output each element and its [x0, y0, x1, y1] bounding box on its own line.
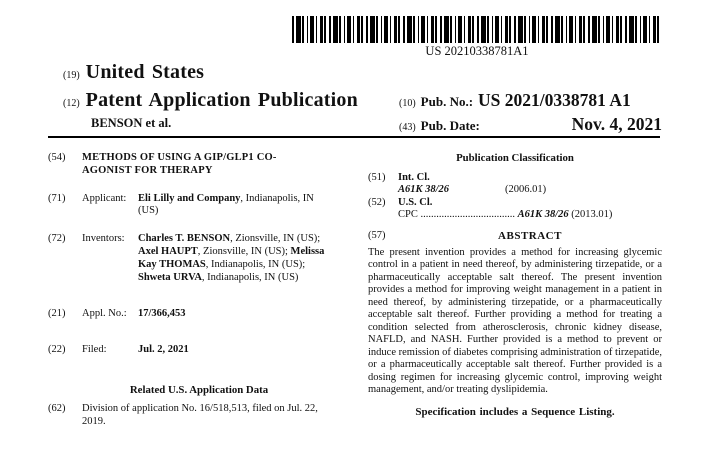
country-field-code: (19) [63, 70, 80, 81]
filed-label: Filed: [82, 344, 107, 356]
applicant-label: Applicant: [82, 192, 127, 204]
inventor-location: , Zionsville, IN (US); [230, 233, 321, 245]
us-cl-label: U.S. Cl. [398, 196, 433, 208]
applicant-name: Eli Lilly and Company [138, 192, 241, 204]
inventor-name: Melissa Kay THOMAS [138, 245, 325, 270]
barcode-image [292, 16, 662, 43]
inventor-location: , Zionsville, IN (US); [197, 245, 291, 257]
inventors-field-code: (72) [48, 233, 66, 245]
division-text: Division of application No. 16/518,513, filed on Jul. 22, 2019. [82, 402, 318, 427]
barcode-number: US 20210338781A1 [425, 44, 529, 58]
int-cl-version: (2006.01) [505, 184, 547, 196]
abstract-heading: ABSTRACT [498, 230, 562, 243]
filed-field-code: (22) [48, 344, 66, 356]
header-right [399, 90, 662, 138]
filed-value: Jul. 2, 2021 [138, 344, 189, 356]
cpc-version: (2013.01) [571, 208, 613, 220]
us-cl-field-code: (52) [368, 196, 386, 208]
cpc-leader-dots: .................................... [420, 208, 515, 220]
inventor-name: Shweta URVA [138, 271, 202, 283]
int-cl-class: A61K 38/26 [398, 184, 450, 196]
pub-date-value: Nov. 4, 2021 [571, 114, 662, 134]
filed-row [48, 344, 350, 357]
inventors-value [138, 233, 331, 284]
int-cl-class-row [398, 184, 662, 196]
inventors-row [48, 233, 350, 284]
int-cl-row [368, 172, 662, 184]
pub-date-field-code: (43) [399, 122, 416, 133]
int-cl-field-code: (51) [368, 172, 386, 183]
int-cl-label: Int. Cl. [398, 172, 430, 183]
kind-field-code: (12) [63, 98, 80, 109]
applicant-value [138, 193, 316, 219]
left-column [48, 152, 350, 429]
appl-no-value: 17/366,453 [138, 308, 186, 320]
division-field-code: (62) [48, 402, 66, 414]
division-row [48, 403, 350, 429]
pub-no-field-code: (10) [399, 98, 416, 109]
sequence-listing-note: Specification includes a Sequence Listing. [415, 406, 615, 419]
body-columns [48, 152, 662, 429]
right-column [368, 152, 662, 429]
title-row [48, 152, 350, 178]
inventor-name: Charles T. BENSON [138, 233, 231, 245]
pub-no-value: US 2021/0338781 A1 [478, 90, 631, 110]
barcode-block [292, 16, 662, 58]
header-left [63, 60, 358, 130]
pub-date-label: Pub. Date: [420, 118, 480, 133]
inventor-location: , Indianapolis, IN (US) [201, 271, 299, 283]
applicant-row [48, 193, 350, 219]
applicant-short-name: BENSON et al. [91, 116, 172, 130]
inventors-label: Inventors: [82, 233, 125, 245]
related-data-heading: Related U.S. Application Data [129, 383, 269, 396]
cpc-row [398, 209, 662, 221]
country-name: United States [85, 61, 205, 83]
appl-no-field-code: (21) [48, 308, 66, 320]
abstract-field-code: (57) [368, 230, 386, 242]
cpc-label: CPC [398, 208, 418, 220]
cpc-class: A61K 38/26 [517, 208, 569, 220]
inventor-location: , Indianapolis, IN (US); [205, 258, 306, 270]
abstract-heading-row [368, 230, 662, 243]
applicant-location: , Indianapolis, IN (US) [138, 192, 314, 217]
inventor-name: Axel HAUPT [138, 245, 198, 257]
header-divider [48, 136, 660, 138]
title-field-code: (54) [48, 152, 66, 163]
us-cl-row [368, 197, 662, 209]
publication-classification-heading: Publication Classification [456, 152, 574, 164]
pub-no-label: Pub. No.: [420, 94, 474, 109]
appl-no-label: Appl. No.: [82, 308, 127, 320]
doc-type: Patent Application Publication [85, 89, 358, 111]
invention-title: METHODS OF USING A GIP/GLP1 CO-AGONIST FOR THERAPY [82, 152, 277, 176]
appl-no-row [48, 308, 350, 321]
applicant-field-code: (71) [48, 192, 66, 204]
abstract-text: The present invention provides a method for increasing glycemic control in a patient in need thereof, by administering tirzepatide, or a pharmaceutically acceptable salt thereof. The present invention provides a method for improving weight management in a patient in need thereof, by administering tirzepatide, or a pharmaceutically acceptable salt thereof. Further providing a method for treating a condition selected from atherosclerosis, chronic kidney disease, NAFLD, and NASH. Further provided is a method to prevent or induce remission of diabetes comprising administration of tirzepatide, or a pharmaceutically acceptable salt thereof. Further provided is a dosing regimen for increasing glycemic control, improving weight management, and/or treating dyslipidemia. [368, 246, 662, 395]
